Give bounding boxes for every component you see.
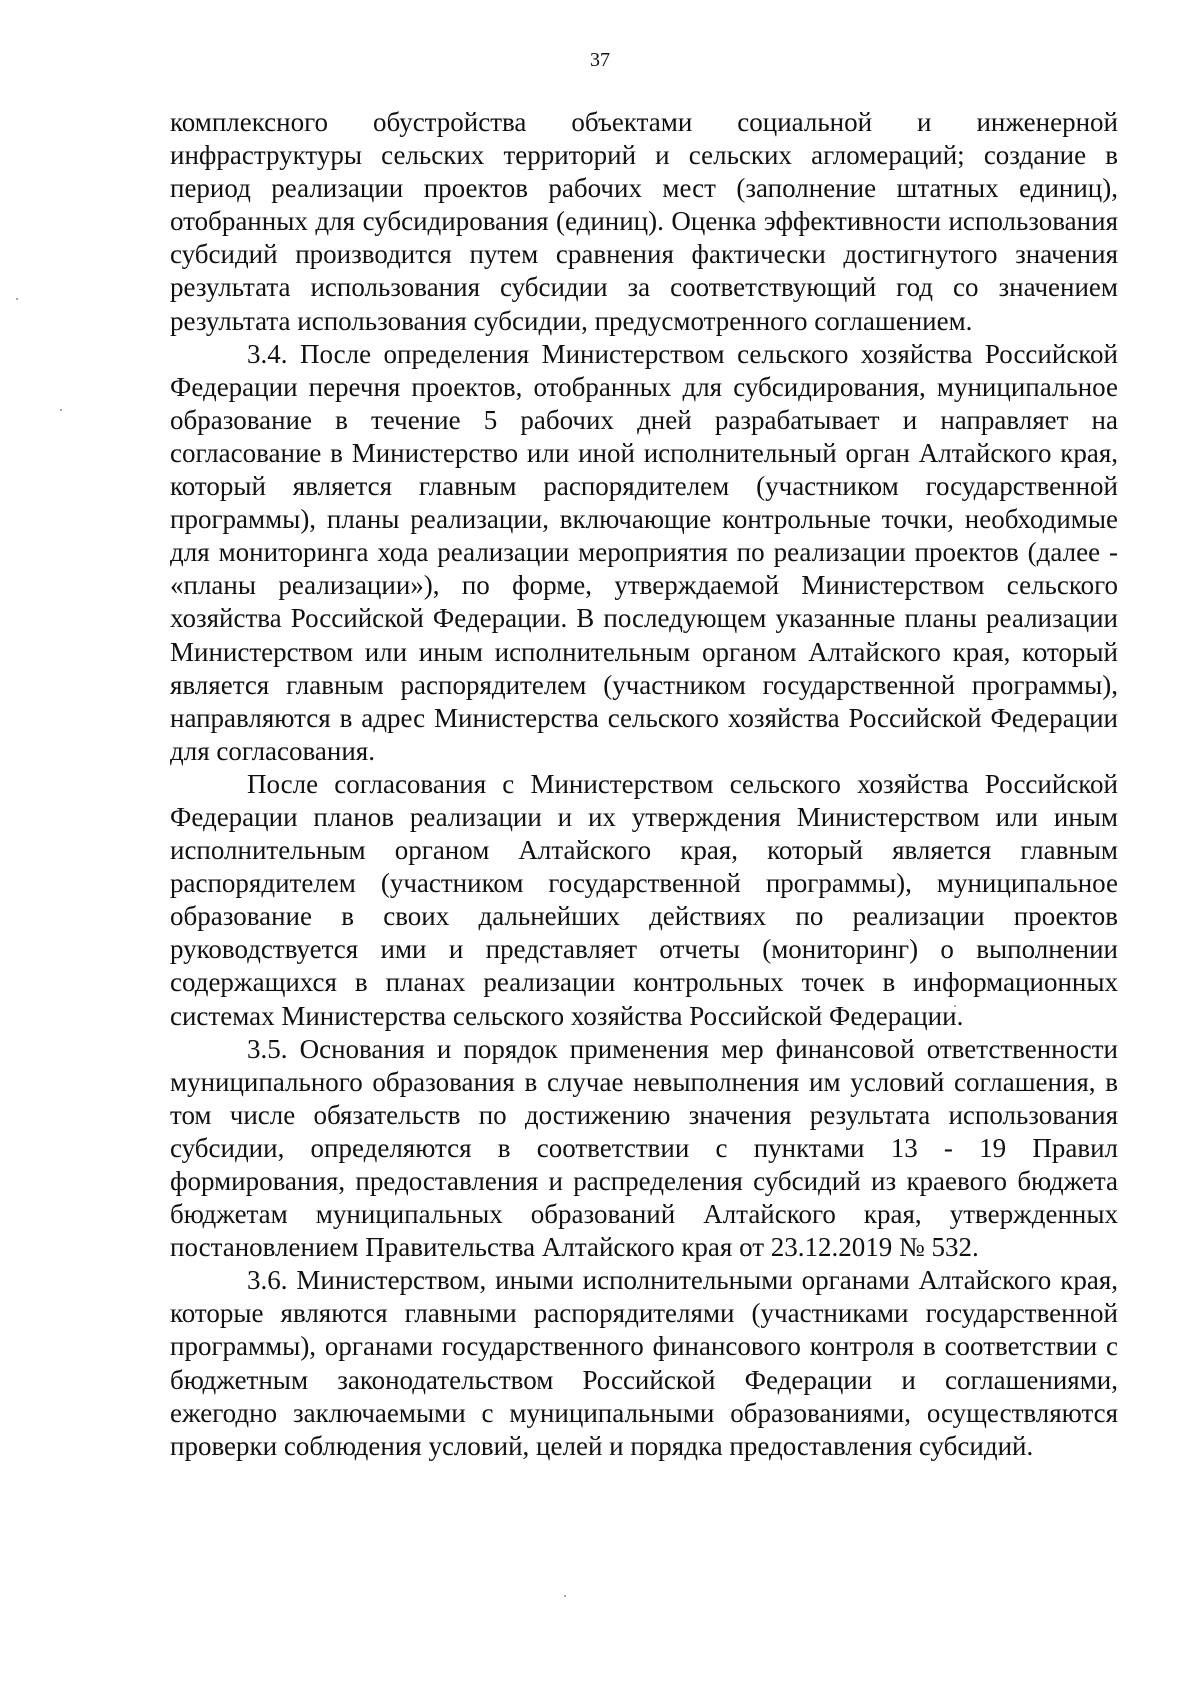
document-body (170, 106, 1118, 1463)
scan-speck (16, 298, 18, 300)
scan-speck (60, 409, 62, 411)
paragraph-continuation: комплексного обустройства объектами социальной и инженерной инфраструктуры сельских территорий и сельских агломераций; создание в период реализации проектов рабочих мест (заполнение штатных единиц), отобранных для субсидирования (единиц). Оценка эффективности использования субсидий производится путем сравнения фактически достигнутого значения результата использования субсидии за соответствующий год со значением результата использования субсидии, предусмотренного соглашением. (170, 107, 1118, 336)
paragraph-after-approval: После согласования с Министерством сельского хозяйства Российской Федерации планов реализации и их утверждения Министерством или иным исполнительным органом Алтайского края, который является главным распорядителем (участником государственной программы), муниципальное образование в своих дальнейших действиях по реализации проектов руководствуется ими и представляет отчеты (мониторинг) о выполнении содержащихся в планах реализации контрольных точек в информационных системах Министерства сельского хозяйства Российской Федерации. (170, 768, 1118, 1031)
paragraph-3-4: 3.4. После определения Министерством сельского хозяйства Российской Федерации перечня проектов, отобранных для субсидирования, муниципальное образование в течение 5 рабочих дней разрабатывает и направляет на согласование в Министерство или иной исполнительный орган Алтайского края, который является главным распорядителем (участником государственной программы), планы реализации, включающие контрольные точки, необходимые для мониторинга хода реализации мероприятия по реализации проектов (далее - «планы реализации»), по форме, утверждаемой Министерством сельского хозяйства Российской Федерации. В последующем указанные планы реализации Министерством или иным исполнительным органом Алтайского края, который является главным распорядителем (участником государственной программы), направляются в адрес Министерства сельского хозяйства Российской Федерации для согласования. (170, 338, 1118, 766)
paragraph-3-5: 3.5. Основания и порядок применения мер финансовой ответственности муниципального образования в случае невыполнения им условий соглашения, в том числе обязательств по достижению значения результата использования субсидии, определяются в соответствии с пунктами 13 - 19 Правил формирования, предоставления и распределения субсидий из краевого бюджета бюджетам муниципальных образований Алтайского края, утвержденных постановлением Правительства Алтайского края от 23.12.2019 № 532. (170, 1033, 1118, 1263)
page-number: 37 (590, 49, 610, 71)
scan-speck (564, 1595, 566, 1597)
paragraph-3-6: 3.6. Министерством, иными исполнительными органами Алтайского края, которые являются главными распорядителями (участниками государственной программы), органами государственного финансового контроля в соответствии с бюджетным законодательством Российской Федерации и соглашениями, ежегодно заключаемыми с муниципальными образованиями, осуществляются проверки соблюдения условий, целей и порядка предоставления субсидий. (170, 1265, 1118, 1461)
